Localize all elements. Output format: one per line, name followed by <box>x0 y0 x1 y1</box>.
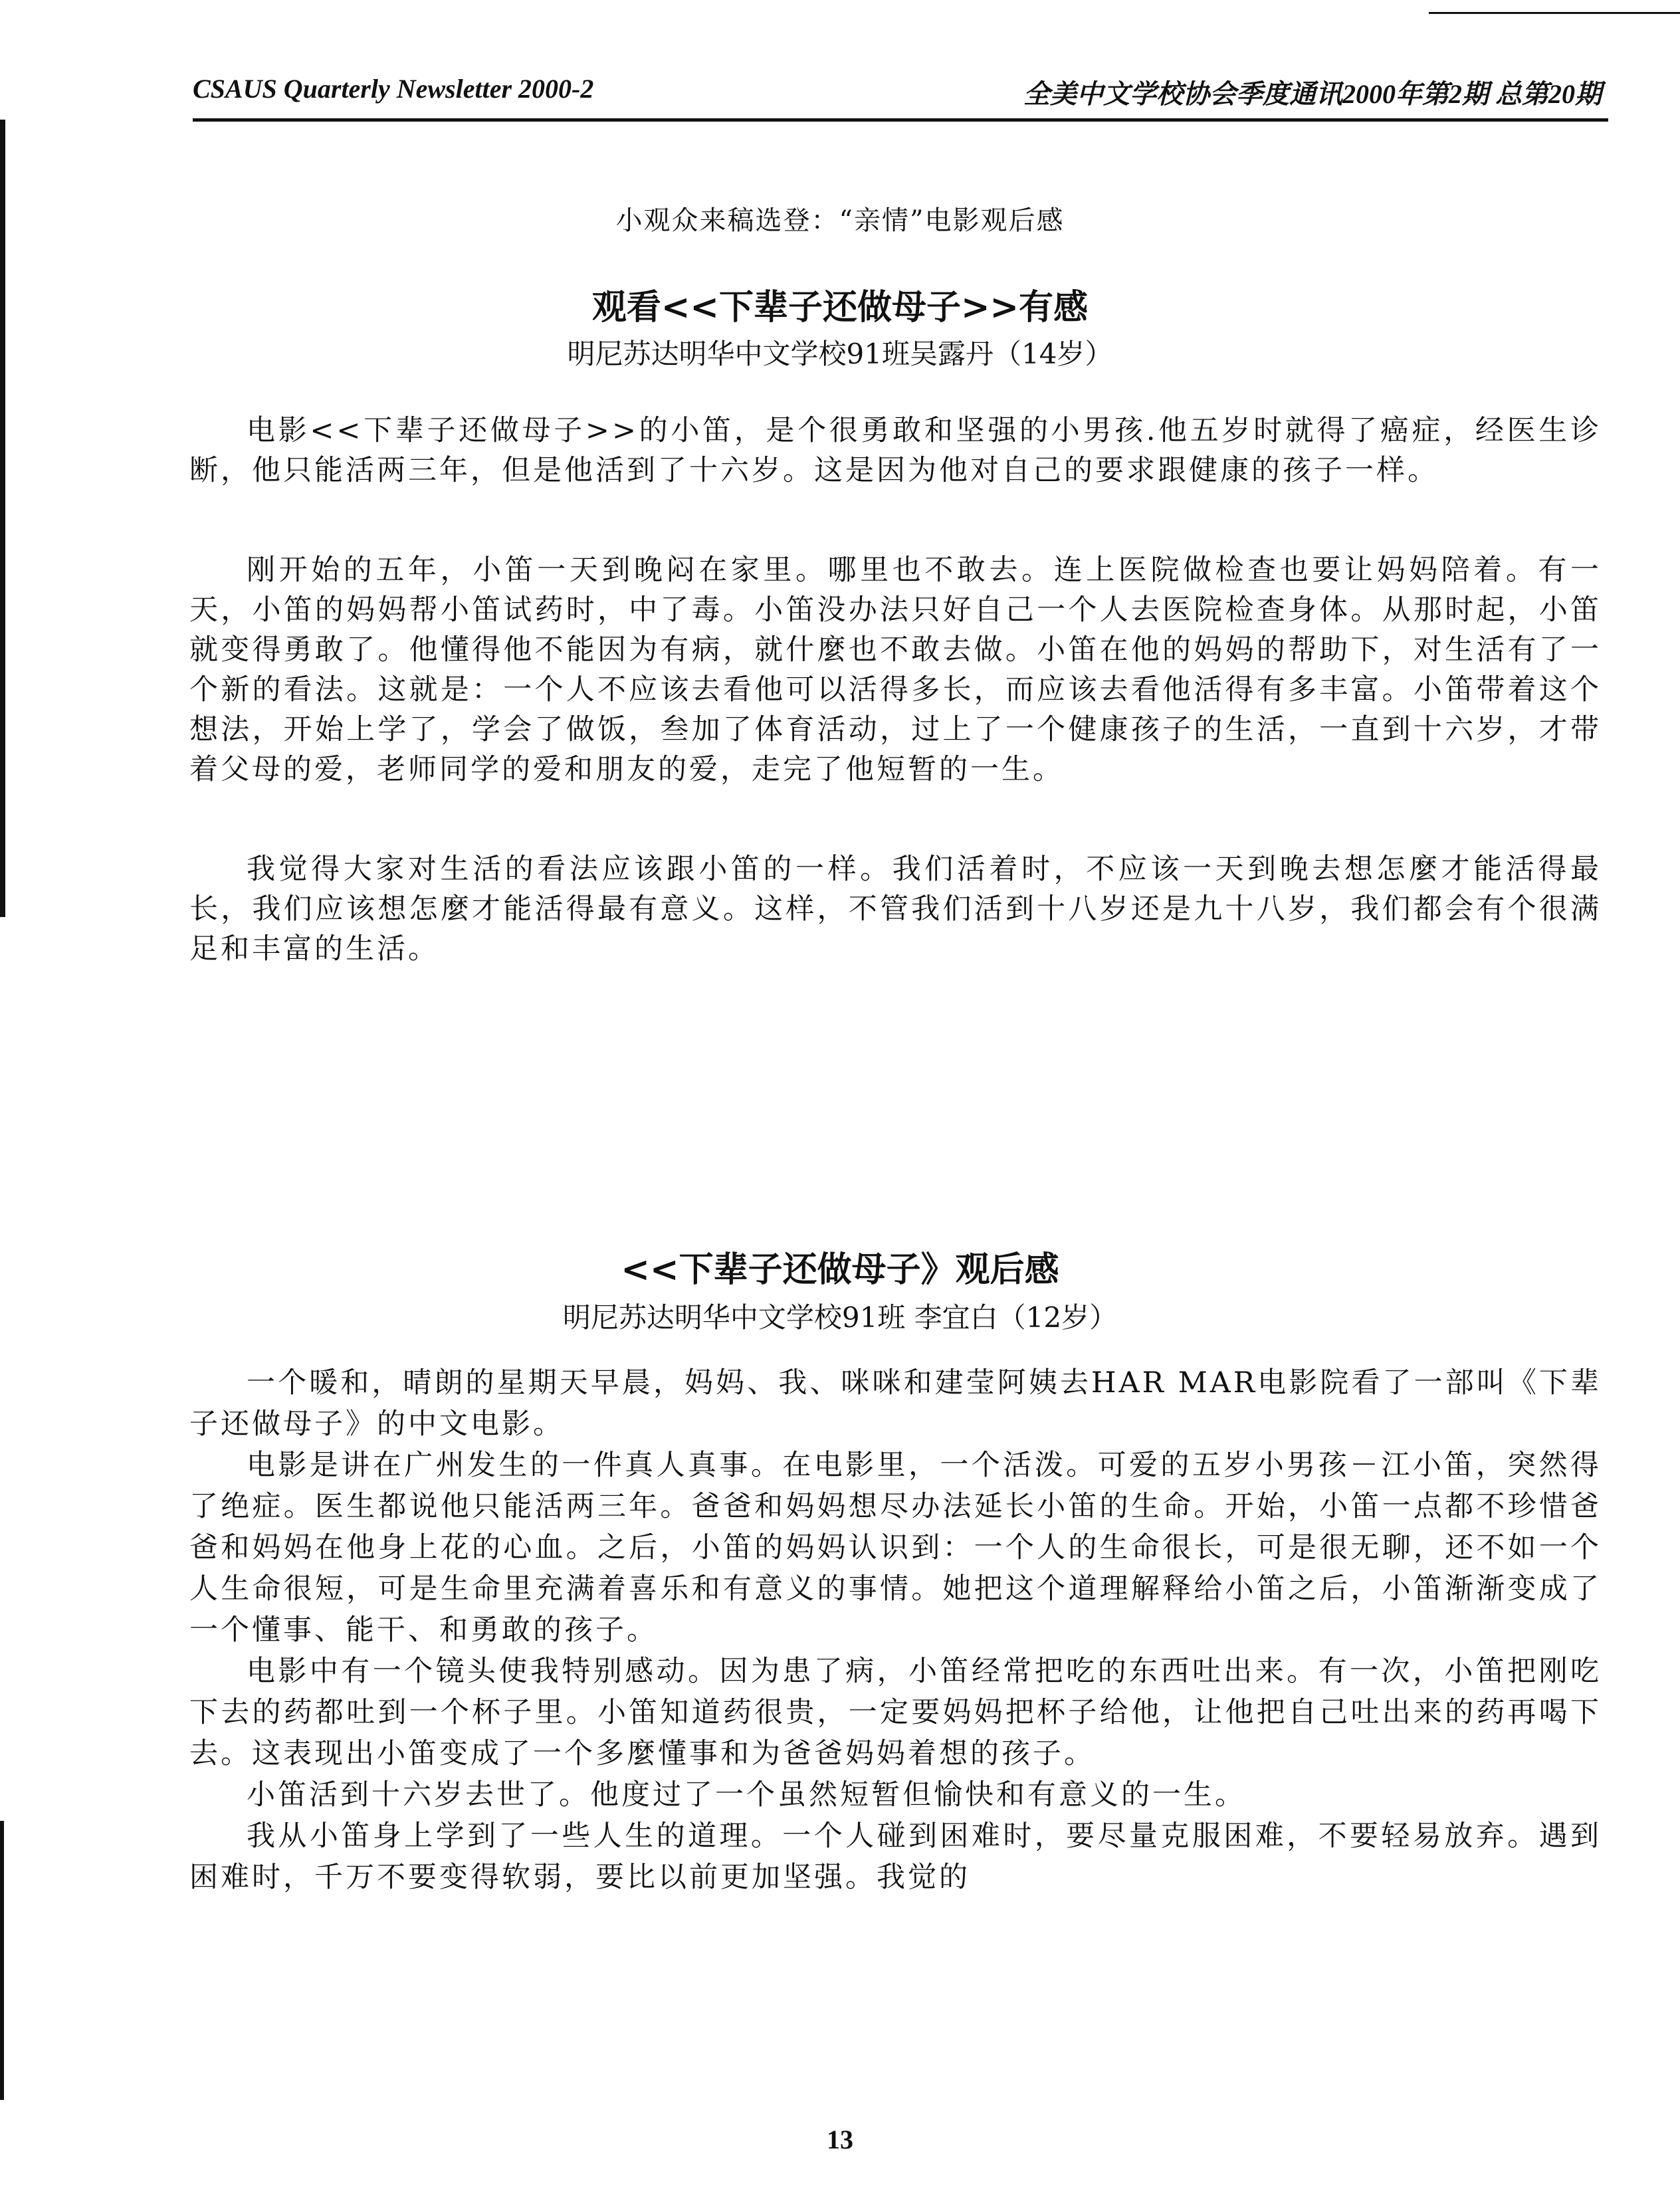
page-number: 13 <box>827 2125 853 2154</box>
scan-margin-shadow-lower <box>0 1821 4 2100</box>
article2-paragraph: 电影是讲在广州发生的一件真人真事。在电影里，一个活泼。可爱的五岁小男孩－江小笛，突然得了绝症。医生都说他只能活两三年。爸爸和妈妈想尽办法延长小笛的生命。开始，小笛一点都不珍惜爸爸和妈妈在他身上花的心血。之后，小笛的妈妈认识到：一个人的生命很长，可是很无聊，还不如一个人生命很短，可是生命里充满着喜乐和有意义的事情。她把这个道理解释给小笛之后，小笛渐渐变成了一个懂事、能干、和勇敢的孩子。 <box>189 1449 1602 1647</box>
newsletter-title: CSAUS Quarterly Newsletter 2000-2 <box>193 74 594 104</box>
newsletter-issue: 全美中文学校协会季度通讯2000年第2期 总第20期 <box>1023 79 1602 109</box>
article1-byline: 明尼苏达明华中文学校91班吴露丹（14岁） <box>567 338 1113 370</box>
article1-paragraph: 刚开始的五年，小笛一天到晚闷在家里。哪里也不敢去。连上医院做检查也要让妈妈陪着。有一天，小笛的妈妈帮小笛试药时，中了毒。小笛没办法只好自己一个人去医院检查身体。从那时起，小笛就变得勇敢了。他懂得他不能因为有病，就什麼也不敢去做。小笛在他的妈妈的帮助下，对生活有了一个新的看法。这就是：一个人不应该去看他可以活得多长，而应该去看他活得有多丰富。小笛带着这个想法，开始上学了，学会了做饭，叁加了体育活动，过上了一个健康孩子的生活，一直到十六岁，才带着父母的爱，老师同学的爱和朋友的爱，走完了他短暂的一生。 <box>189 554 1602 786</box>
article2-paragraph: 我从小笛身上学到了一些人生的道理。一个人碰到困难时，要尽量克服困难，不要轻易放弃。遇到困难时，千万不要变得软弱，要比以前更加坚强。我觉的 <box>189 1820 1602 1894</box>
article1-title: 观看<<下辈子还做母子>>有感 <box>591 287 1089 328</box>
article1-paragraph: 电影<<下辈子还做母子>>的小笛，是个很勇敢和坚强的小男孩.他五岁时就得了癌症，经医生诊断，他只能活两三年，但是他活到了十六岁。这是因为他对自己的要求跟健康的孩子一样。 <box>189 414 1602 487</box>
running-header <box>193 73 1602 113</box>
article1-body <box>189 411 1602 1029</box>
section-kicker: 小观众来稿选登：“亲情”电影观后感 <box>615 205 1065 236</box>
article2-byline: 明尼苏达明华中文学校91班 李宜白（12岁） <box>562 1301 1118 1334</box>
article2-title: <<下辈子还做母子》观后感 <box>621 1249 1059 1290</box>
scan-margin-shadow <box>0 120 5 917</box>
scan-top-rule <box>1429 12 1680 14</box>
article2-paragraph: 一个暖和，晴朗的星期天早晨，妈妈、我、咪咪和建莹阿姨去HAR MAR电影院看了一部叫《下辈子还做母子》的中文电影。 <box>189 1366 1602 1441</box>
header-rule <box>193 118 1608 122</box>
article1-paragraph: 我觉得大家对生活的看法应该跟小笛的一样。我们活着时，不应该一天到晚去想怎麼才能活得最长，我们应该想怎麼才能活得最有意义。这样，不管我们活到十八岁还是九十八岁，我们都会有个很满足和丰富的生活。 <box>189 853 1602 966</box>
article2-paragraph: 小笛活到十六岁去世了。他度过了一个虽然短暂但愉快和有意义的一生。 <box>247 1778 1246 1812</box>
article2-body <box>189 1362 1602 1898</box>
article2-paragraph: 电影中有一个镜头使我特别感动。因为患了病，小笛经常把吃的东西吐出来。有一次，小笛把刚吃下去的药都吐到一个杯子里。小笛知道药很贵，一定要妈妈把杯子给他，让他把自己吐出来的药再喝下去。这表现出小笛变成了一个多麼懂事和为爸爸妈妈着想的孩子。 <box>189 1655 1602 1770</box>
